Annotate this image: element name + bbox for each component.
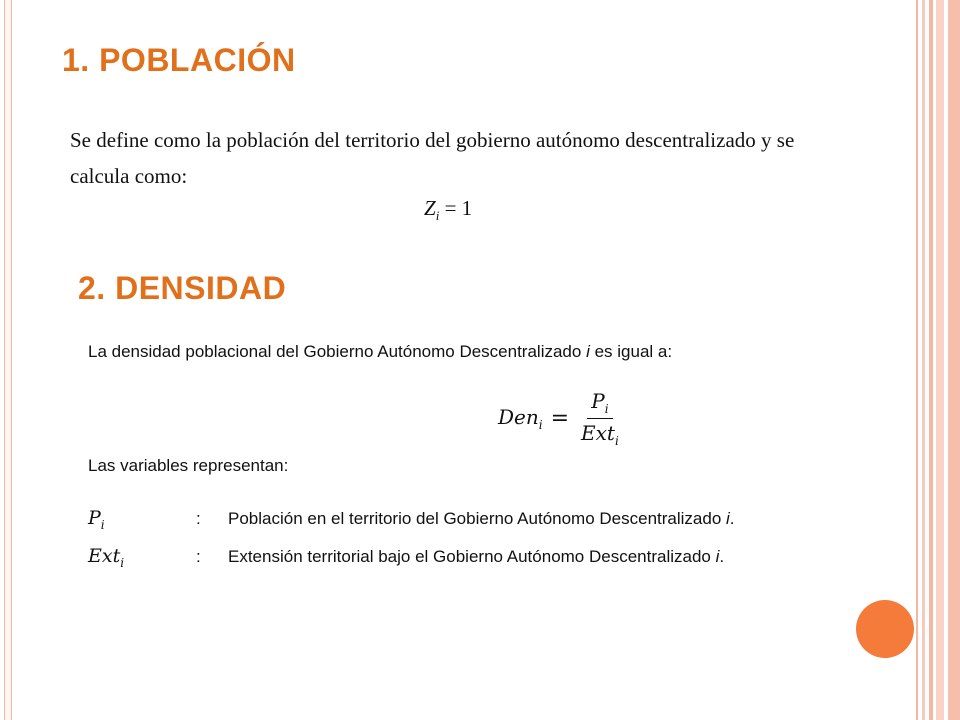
variable-description: Población en el territorio del Gobierno Autónomo Descentralizado i.	[228, 509, 735, 528]
poblacion-description: Se define como la población del territorio del gobierno autónomo descentralizado y se calcula como:	[70, 128, 795, 188]
densidad-intro-suffix: es igual a:	[589, 342, 673, 361]
formula-fraction	[577, 389, 623, 448]
formula-z-subscript: i	[435, 208, 440, 223]
section-title-poblacion: 1. POBLACIÓN	[62, 42, 296, 78]
variable-symbol: Ext$_i$	[88, 544, 125, 570]
variable-colon: :	[196, 509, 201, 528]
variable-row	[88, 544, 724, 570]
left-border-decoration	[4, 0, 12, 720]
densidad-intro	[88, 342, 672, 362]
densidad-formula	[498, 389, 623, 448]
section-title-densidad: 2. DENSIDAD	[78, 270, 287, 306]
formula-numerator: $P_i$	[587, 389, 612, 419]
formula-denominator: Ext$_i$	[581, 421, 619, 448]
variable-symbol: $P_i$	[88, 506, 105, 532]
variable-row	[88, 506, 735, 532]
variable-description: Extensión territorial bajo el Gobierno Autónomo Descentralizado i.	[228, 547, 725, 566]
poblacion-formula	[424, 196, 472, 224]
densidad-intro-prefix: La densidad poblacional del Gobierno Autónomo Descentralizado	[88, 342, 587, 361]
formula-z-symbol: Z	[424, 196, 436, 220]
formula-den-lhs: Den$_i$	[498, 405, 543, 432]
formula-equals: =	[550, 406, 570, 431]
accent-circle	[856, 600, 914, 658]
right-stripe-decoration	[916, 0, 960, 720]
variable-colon: :	[196, 547, 201, 566]
densidad-intro-var: i	[586, 342, 590, 361]
formula-z-rhs: = 1	[444, 196, 473, 220]
variables-title: Las variables representan:	[88, 456, 289, 475]
